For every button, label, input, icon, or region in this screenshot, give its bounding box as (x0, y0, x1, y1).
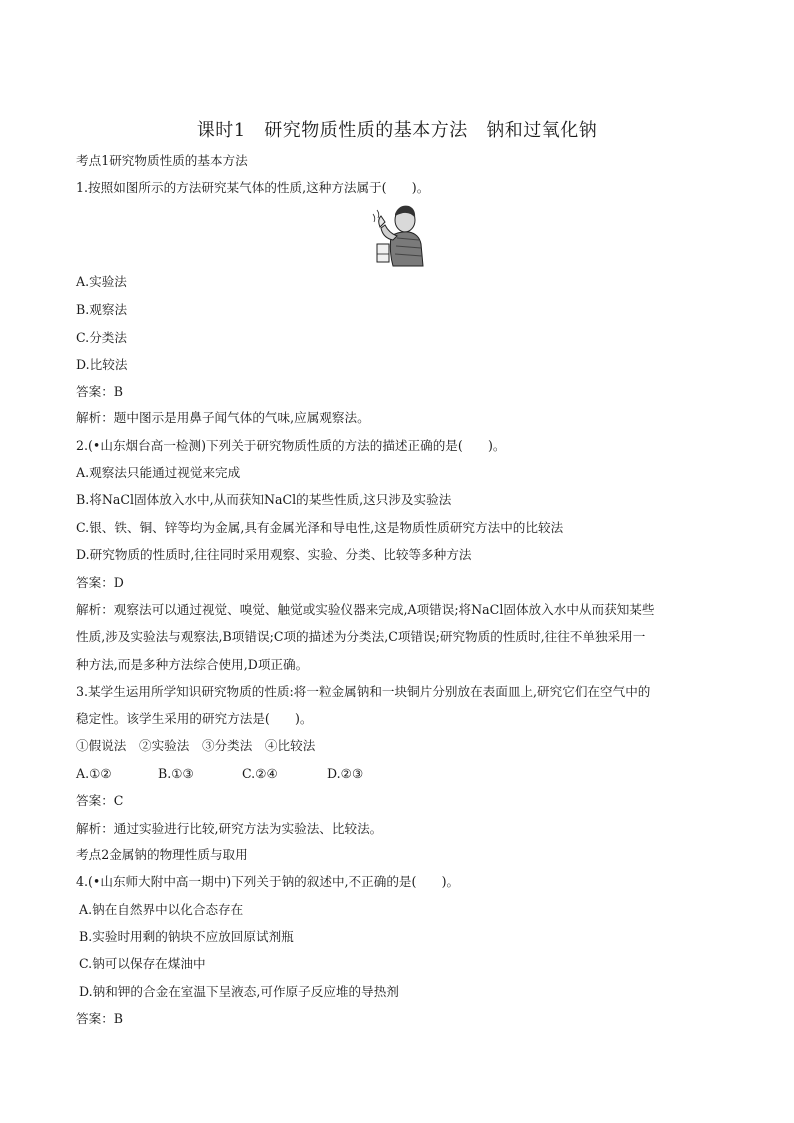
q2-analysis-line-1: 解析：观察法可以通过视觉、嗅觉、触觉或实验仪器来完成,A项错误;将NaCl固体放入水中从而获知某些 (76, 602, 655, 617)
q4-option-d: D.钠和钾的合金在室温下呈液态,可作原子反应堆的导热剂 (79, 984, 399, 999)
q4-option-a: A.钠在自然界中以化合态存在 (79, 902, 244, 917)
q2-analysis-line-2: 性质,涉及实验法与观察法,B项错误;C项的描述为分类法,C项错误;研究物质的性质时,往往不单独采用一 (76, 629, 646, 644)
q3-stem-line-1: 3.某学生运用所学知识研究物质的性质:将一粒金属钠和一块铜片分别放在表面皿上,研究它们在空气中的 (76, 684, 651, 699)
q3-option-a: A.①② (76, 766, 112, 781)
q1-analysis: 解析：题中图示是用鼻子闻气体的气味,应属观察法。 (76, 410, 370, 425)
q3-option-c: C.②④ (242, 766, 278, 781)
q3-stem-line-2: 稳定性。该学生采用的研究方法是( )。 (76, 711, 313, 726)
q1-option-a: A.实验法 (76, 274, 127, 289)
q4-option-b: B.实验时用剩的钠块不应放回原试剂瓶 (79, 929, 294, 944)
q1-stem: 1.按照如图所示的方法研究某气体的性质,这种方法属于( )。 (76, 180, 430, 195)
q2-analysis-line-3: 种方法,而是多种方法综合使用,D项正确。 (76, 657, 309, 672)
q2-option-a: A.观察法只能通过视觉来完成 (76, 465, 241, 480)
q4-stem: 4.(•山东师大附中高一期中)下列关于钠的叙述中,不正确的是( )。 (76, 874, 460, 889)
section-heading-2: 考点2金属钠的物理性质与取用 (76, 847, 248, 862)
q2-stem: 2.(•山东烟台高一检测)下列关于研究物质性质的方法的描述正确的是( )。 (76, 438, 506, 453)
q2-answer: 答案：D (76, 575, 124, 590)
q2-option-b: B.将NaCl固体放入水中,从而获知NaCl的某些性质,这只涉及实验法 (76, 492, 452, 507)
page-title: 课时1 研究物质性质的基本方法 钠和过氧化钠 (196, 120, 598, 141)
q3-methods: ①假说法 ②实验法 ③分类法 ④比较法 (76, 738, 316, 753)
q3-answer: 答案：C (76, 793, 124, 808)
q3-option-b: B.①③ (158, 766, 194, 781)
q1-option-c: C.分类法 (76, 330, 127, 345)
q2-option-c: C.银、铁、铜、锌等均为金属,具有金属光泽和导电性,这是物质性质研究方法中的比较法 (76, 520, 564, 535)
q1-answer: 答案：B (76, 384, 124, 399)
q3-option-d: D.②③ (327, 766, 364, 781)
q4-answer: 答案：B (76, 1011, 124, 1026)
q2-option-d: D.研究物质的性质时,往往同时采用观察、实验、分类、比较等多种方法 (76, 547, 472, 562)
q1-option-d: D.比较法 (76, 357, 128, 372)
q4-option-c: C.钠可以保存在煤油中 (79, 956, 206, 971)
section-heading-1: 考点1研究物质性质的基本方法 (76, 153, 248, 168)
person-smelling-gas-illustration (369, 200, 429, 268)
q3-analysis: 解析：通过实验进行比较,研究方法为实验法、比较法。 (76, 821, 383, 836)
q1-option-b: B.观察法 (76, 302, 128, 317)
